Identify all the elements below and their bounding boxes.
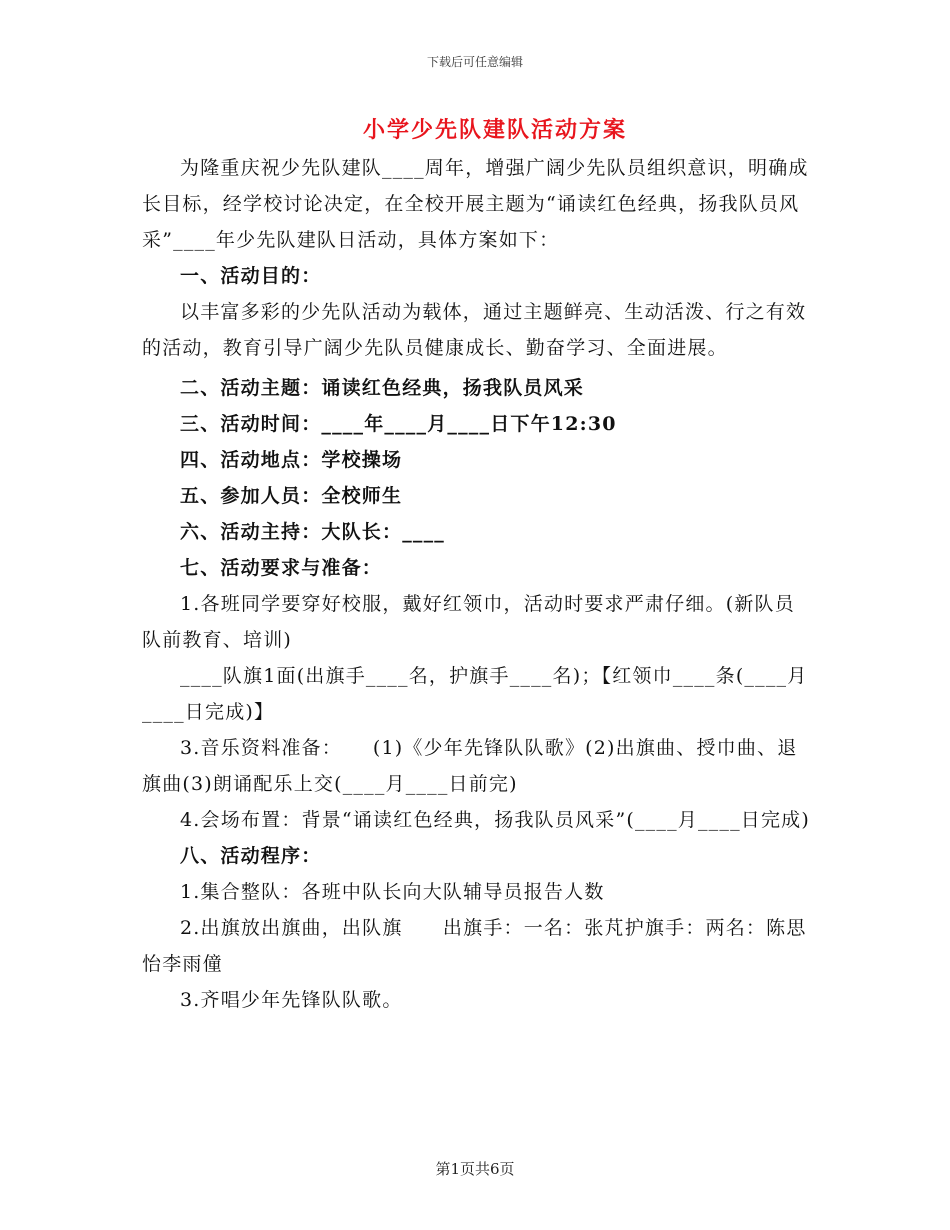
section-2-theme: 二、活动主题：诵读红色经典，扬我队员风采: [180, 377, 585, 399]
section-7-item-2: ____队旗1面(出旗手____名，护旗手____名)；【红领巾____条(____月____日完成)】: [142, 665, 808, 723]
section-7-item-4: 4.会场布置：背景“诵读红色经典，扬我队员风采”(____月____日完成): [180, 809, 810, 831]
page-footer: 第1页共6页: [435, 1160, 515, 1178]
section-8-item-3: 3.齐唱少年先锋队队歌。: [180, 989, 403, 1011]
intro-paragraph: 为隆重庆祝少先队建队____周年，增强广阔少先队员组织意识，明确成长目标，经学校讨论决定，在全校开展主题为“诵读红色经典，扬我队员风采”____年少先队建队日活动，具体方案如下：: [142, 157, 809, 251]
section-5-participants: 五、参加人员：全校师生: [180, 485, 403, 507]
section-8-heading: 八、活动程序：: [180, 845, 322, 867]
section-8-item-1: 1.集合整队：各班中队长向大队辅导员报告人数: [180, 881, 605, 903]
section-3-time: 三、活动时间：____年____月____日下午12:30: [180, 413, 617, 435]
section-7-item-1: 1.各班同学要穿好校服，戴好红领巾，活动时要求严肃仔细。(新队员队前教育、培训): [142, 593, 795, 651]
section-1-heading: 一、活动目的：: [180, 265, 322, 287]
section-7-item-3: 3.音乐资料准备： (1)《少年先锋队队歌》(2)出旗曲、授巾曲、退旗曲(3)朗诵配乐上交(____月____日前完): [142, 737, 798, 795]
header-note: 下载后可任意编辑: [426, 55, 523, 69]
document-title: 小学少先队建队活动方案: [362, 117, 627, 143]
section-8-item-2: 2.出旗放出旗曲，出队旗 出旗手：一名：张芃护旗手：两名：陈思怡李雨僮: [142, 917, 807, 975]
section-4-location: 四、活动地点：学校操场: [180, 449, 403, 471]
section-6-host: 六、活动主持：大队长：____: [180, 521, 446, 543]
section-7-heading: 七、活动要求与准备：: [180, 557, 383, 579]
document-body: [142, 150, 812, 1018]
section-1-body: 以丰富多彩的少先队活动为载体，通过主题鲜亮、生动活泼、行之有效的活动，教育引导广阔少先队员健康成长、勤奋学习、全面进展。: [142, 301, 807, 359]
